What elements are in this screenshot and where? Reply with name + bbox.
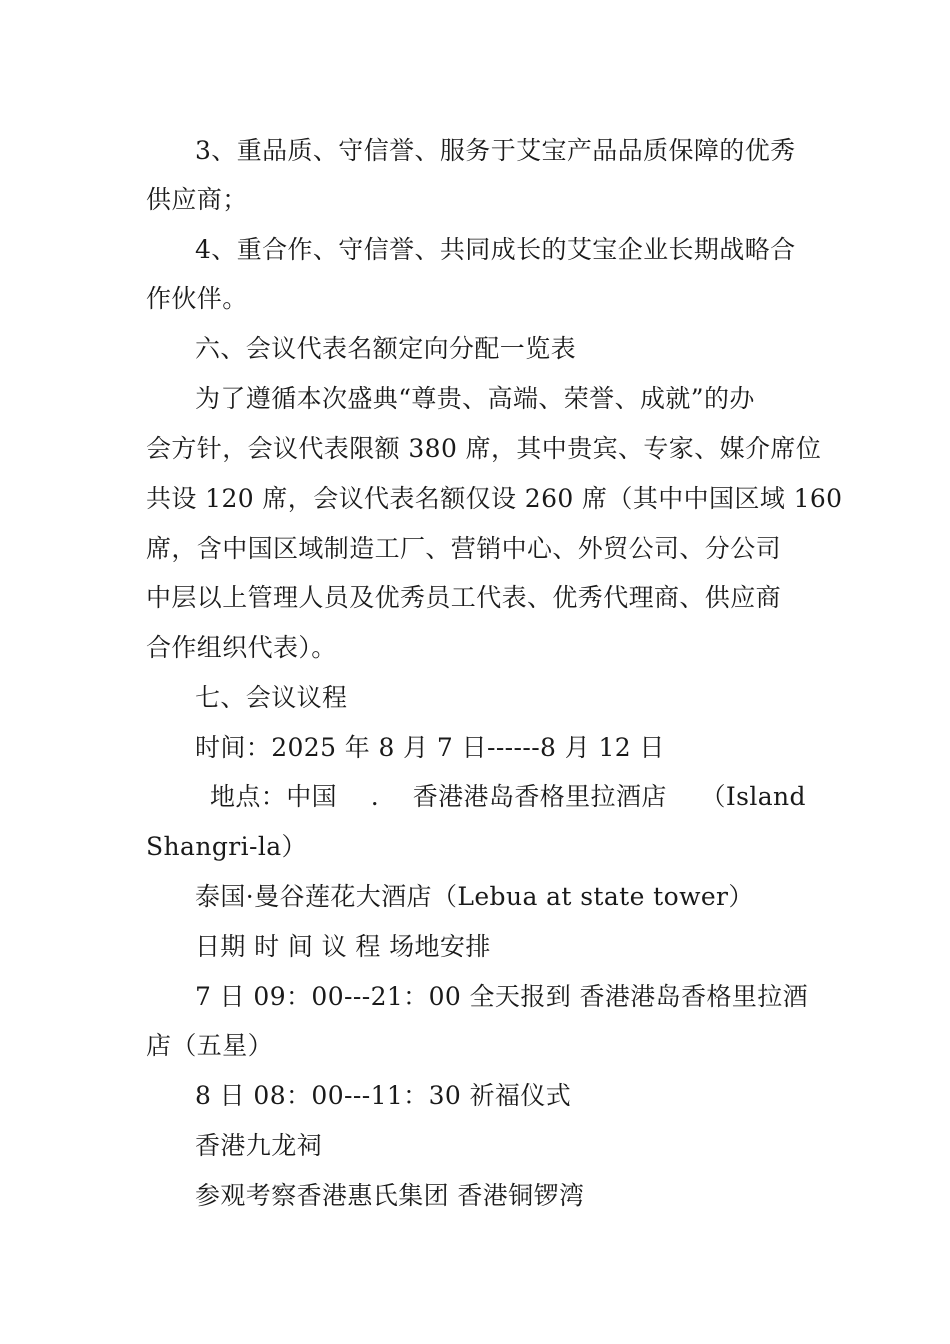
paragraph-line: 会方针，会议代表限额 380 席，其中贵宾、专家、媒介席位 (146, 434, 822, 463)
agenda-line: 7 日 09：00---21：00 全天报到 香港港岛香格里拉酒 (195, 982, 809, 1011)
paragraph-line: 合作组织代表）。 (146, 633, 337, 662)
paragraph-line: 席，含中国区域制造工厂、营销中心、外贸公司、分公司 (146, 534, 782, 563)
location-hotel: 香港港岛香格里拉酒店 (412, 782, 667, 811)
section-heading: 六、会议代表名额定向分配一览表 (195, 334, 577, 363)
paragraph-line: 为了遵循本次盛典“尊贵、高端、荣誉、成就”的办 (195, 384, 755, 413)
paragraph-line: 共设 120 席，会议代表名额仅设 260 席（其中中国区域 160 (146, 484, 843, 513)
paragraph-line: 3、重品质、守信誉、服务于艾宝产品品质保障的优秀 (195, 136, 796, 165)
agenda-line: 香港九龙祠 (195, 1131, 323, 1160)
agenda-line: 店（五星） (146, 1031, 274, 1060)
paragraph-line: 泰国·曼谷莲花大酒店（Lebua at state tower） (195, 882, 754, 911)
paragraph-line: Shangri-la） (146, 832, 307, 861)
agenda-header-line: 日期 时 间 议 程 场地安排 (195, 932, 491, 961)
paragraph-line: 4、重合作、守信誉、共同成长的艾宝企业长期战略合 (195, 235, 796, 264)
paragraph-line: 中层以上管理人员及优秀员工代表、优秀代理商、供应商 (146, 583, 782, 612)
location-label: 地点：中国 (210, 782, 338, 811)
paragraph-line: 供应商； (146, 185, 248, 214)
section-heading: 七、会议议程 (195, 683, 348, 712)
location-hotel-en: （Island (700, 782, 806, 811)
agenda-line: 参观考察香港惠氏集团 香港铜锣湾 (195, 1181, 585, 1210)
paragraph-line: 时间：2025 年 8 月 7 日------8 月 12 日 (195, 733, 665, 762)
agenda-line: 8 日 08：00---11：30 祈福仪式 (195, 1081, 572, 1110)
paragraph-line: 作伙伴。 (146, 284, 248, 313)
location-dot: . (370, 782, 380, 811)
location-line (210, 782, 806, 812)
